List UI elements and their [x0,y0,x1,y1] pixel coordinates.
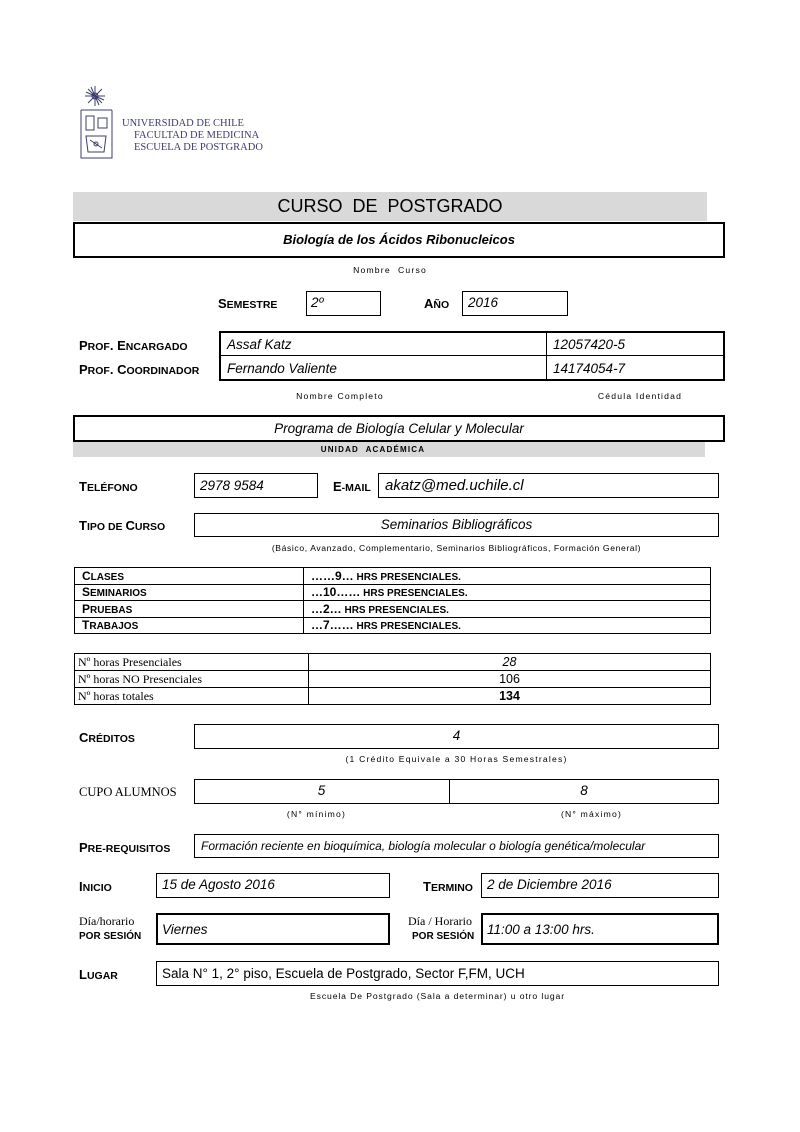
prof-encargado-label: PROF. ENCARGADO [79,338,188,353]
prerequisitos-value: Formación reciente en bioquímica, biología molecular o biología genética/molecular [201,839,646,853]
inicio-value: 15 de Agosto 2016 [162,877,275,892]
dia-horario-left-sublabel: POR SESIÓN [79,931,142,942]
university-seal-logo [78,84,122,160]
course-name-caption: Nombre Curso [353,265,427,275]
semestre-label: SEMESTRE [218,296,278,311]
prof-coordinador-label: PROF. COORDINADOR [79,362,200,377]
cupo-min-caption: (N° mínimo) [286,809,347,819]
telefono-value: 2978 9584 [200,478,264,493]
id-caption: Cédula Identidad [597,391,683,401]
anio-label: AÑO [424,296,450,311]
university-name: UNIVERSIDAD DE CHILE [122,118,244,129]
semestre-value: 2º [311,295,324,310]
prof-coordinador-name[interactable]: Fernando Valiente [227,361,337,376]
course-name: Biología de los Ácidos Ribonucleicos [283,232,515,247]
lugar-caption: Escuela De Postgrado (Sala a determinar) u otro lugar [309,991,565,1001]
prerequisitos-label: PRE-REQUISITOS [79,840,171,855]
creditos-caption: (1 Crédito Equivale a 30 Horas Semestrales) [345,754,568,764]
unidad-caption: UNIDAD ACADÉMICA [320,445,426,454]
tipo-curso-label: TIPO DE CURSO [79,518,166,533]
dia-horario-left-label: Día/horario [79,914,135,928]
dia-horario-right-sublabel: POR SESIÓN [412,931,475,942]
email-label: E-MAIL [333,479,371,494]
lugar-value: Sala N° 1, 2° piso, Escuela de Postgrado, Sector F,FM, UCH [162,966,525,981]
creditos-value: 4 [452,728,461,743]
totals-table [74,653,711,705]
dia-horario-right-label: Día / Horario [408,914,472,928]
cupo-max-value[interactable]: 8 [580,783,588,798]
inicio-label: INICIO [79,879,112,894]
cupo-min-value[interactable]: 5 [317,783,326,798]
cupo-max-caption: (N° máximo) [560,809,623,819]
prof-coordinador-id[interactable]: 14174054-7 [553,361,626,376]
prof-encargado-name[interactable]: Assaf Katz [227,337,292,352]
faculty-name: FACULTAD DE MEDICINA [134,130,260,141]
prof-encargado-id[interactable]: 12057420-5 [553,337,626,352]
unidad-value[interactable]: Programa de Biología Celular y Molecular [274,421,524,436]
horario-value: 11:00 a 13:00 hrs. [487,922,595,937]
dia-value: Viernes [162,922,208,937]
hours-row-seminarios: SEMINARIOS …10…… HRS PRESENCIALES. [75,584,711,601]
school-name: ESCUELA DE POSTGRADO [134,142,263,153]
hours-table [74,567,711,634]
hours-row-pruebas: PRUEBAS …2… HRS PRESENCIALES. [75,601,711,618]
cupo-label: CUPO ALUMNOS [79,785,177,799]
hours-row-trabajos: TRABAJOS …7…… HRS PRESENCIALES. [75,617,711,634]
page-title: CURSO DE POSTGRADO [277,196,503,216]
hours-row-clases: CLASES ……9… HRS PRESENCIALES. [75,568,711,585]
totals-row: Nº horas NO Presenciales 106 [75,671,711,688]
name-caption: Nombre Completo [296,391,384,401]
creditos-label: CRÉDITOS [79,730,135,745]
email-value: akatz@med.uchile.cl [385,477,524,494]
termino-label: TERMINO [423,879,473,894]
totals-row: Nº horas totales 134 [75,688,711,705]
lugar-label: LUGAR [79,967,118,982]
anio-value: 2016 [468,295,499,310]
telefono-label: TELÉFONO [79,479,138,494]
termino-value: 2 de Diciembre 2016 [487,877,612,892]
tipo-curso-caption: (Básico, Avanzado, Complementario, Seminarios Bibliográficos, Formación General) [271,543,642,553]
totals-row: Nº horas Presenciales 28 [75,654,711,671]
tipo-curso-value: Seminarios Bibliográficos [380,517,533,532]
